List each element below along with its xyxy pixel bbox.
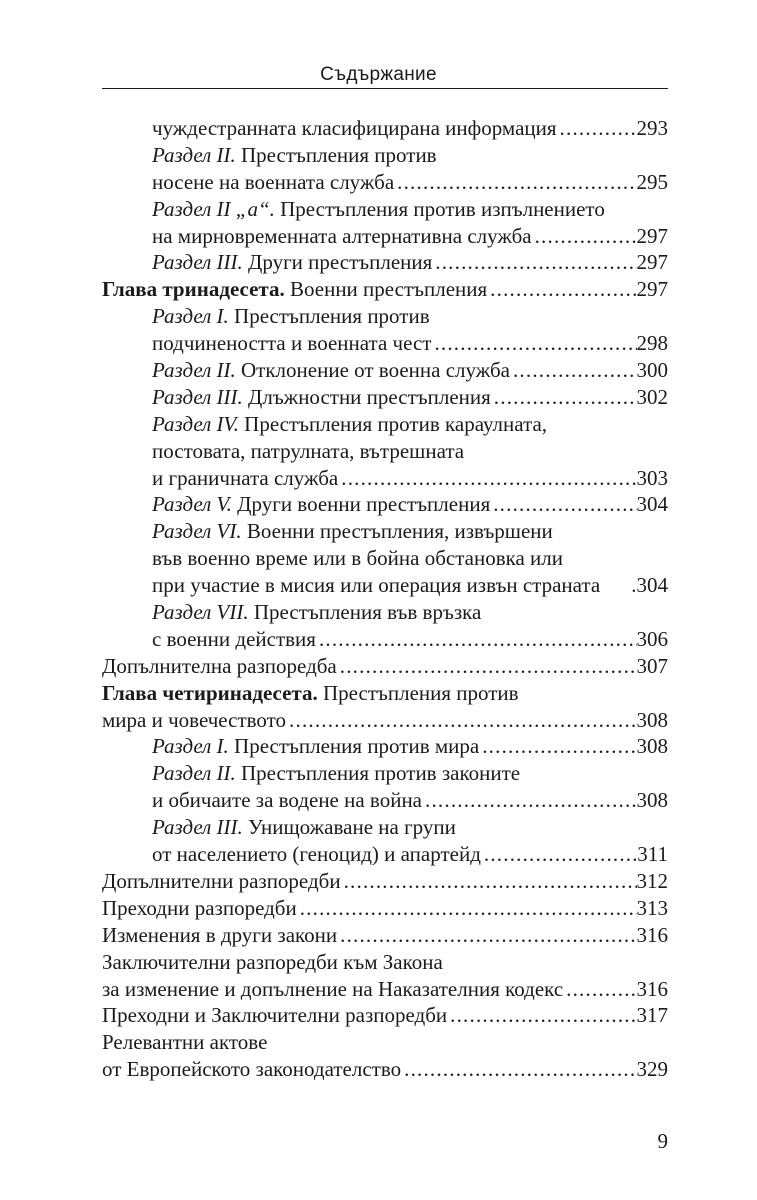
dot-leader xyxy=(510,357,637,384)
toc-entry-text: Допълнителни разпоредби xyxy=(102,868,341,893)
toc-entry-text: Военни престъпления xyxy=(284,277,488,302)
toc-line[interactable] xyxy=(102,276,668,303)
dot-leader xyxy=(432,249,636,276)
section-label: Раздел III. xyxy=(152,384,243,409)
toc-line[interactable] xyxy=(102,357,668,384)
toc-entry-text: Престъпления против мира xyxy=(228,734,480,759)
dot-leader xyxy=(481,841,637,868)
toc-entry-text: Изменения в други закони xyxy=(102,922,338,947)
toc-page-number: 297 xyxy=(636,277,668,302)
toc-line[interactable] xyxy=(102,115,668,142)
dot-leader xyxy=(286,707,636,734)
toc-page-number: 316 xyxy=(636,922,668,947)
toc-line[interactable] xyxy=(102,572,668,599)
dot-leader xyxy=(394,169,636,196)
toc-page-number: 307 xyxy=(636,653,668,678)
toc-line[interactable] xyxy=(102,1002,668,1029)
toc-entry-text: Престъпления против xyxy=(317,680,519,705)
toc-entry-text: Други военни престъпления xyxy=(231,492,491,517)
section-label: Раздел III. xyxy=(152,815,243,840)
toc-entry-text: Заключителни разпоредби към Закона xyxy=(102,949,443,974)
toc-line[interactable] xyxy=(102,760,668,787)
toc-line[interactable] xyxy=(102,976,668,1003)
dot-leader xyxy=(338,465,636,492)
toc-page-number: 308 xyxy=(636,734,668,759)
toc-page-number: 304 xyxy=(636,492,668,517)
toc-line[interactable] xyxy=(102,249,668,276)
toc-entry-text: Преходни и Заключителни разпоредби xyxy=(102,1003,448,1028)
dot-leader xyxy=(491,384,637,411)
toc-line[interactable] xyxy=(102,169,668,196)
toc-line[interactable] xyxy=(102,411,668,438)
dot-leader xyxy=(341,868,637,895)
toc-line[interactable] xyxy=(102,733,668,760)
toc-page-number: 298 xyxy=(636,331,668,356)
toc-page-number: 303 xyxy=(636,465,668,490)
section-label: Раздел V. xyxy=(152,492,232,517)
toc-line[interactable] xyxy=(102,653,668,680)
toc-entry-text: Други престъпления xyxy=(242,250,433,275)
toc-entry-text: Престъпления против караулната, xyxy=(238,411,548,436)
toc-entry-text: Престъпления против xyxy=(228,304,430,329)
section-label: Раздел II. xyxy=(152,142,236,167)
toc-line[interactable] xyxy=(102,1056,668,1083)
toc-page-number: 329 xyxy=(636,1057,668,1082)
toc-entry-text: Престъпления против законите xyxy=(235,761,521,786)
section-label: Раздел II. xyxy=(152,358,236,383)
toc-entry-text: постовата, патрулната, вътрешната xyxy=(152,438,465,463)
toc-entry-text: и обичаите за водене на война xyxy=(152,788,423,813)
toc-page-number: 313 xyxy=(636,895,668,920)
section-label: Раздел IV. xyxy=(152,411,239,436)
toc-line[interactable] xyxy=(102,384,668,411)
toc-line[interactable] xyxy=(102,196,668,223)
toc-line[interactable] xyxy=(102,303,668,330)
toc-entry-text: носене на военната служба xyxy=(152,169,395,194)
dot-leader xyxy=(316,626,637,653)
toc-entry-text: от населението (геноцид) и апартейд xyxy=(152,842,481,867)
toc-page-number: 300 xyxy=(636,358,668,383)
dot-leader xyxy=(490,491,636,518)
section-label: Раздел III. xyxy=(152,250,243,275)
toc-line[interactable] xyxy=(102,787,668,814)
header-rule xyxy=(102,88,668,89)
toc-line[interactable] xyxy=(102,142,668,169)
toc-page-number: 311 xyxy=(637,842,668,867)
toc-entry-text: за изменение и допълнение на Наказателния кодекс xyxy=(102,976,564,1001)
toc-entry-text: при участие в мисия или операция извън страната xyxy=(152,573,601,598)
chapter-label: Глава четиринадесета. xyxy=(102,680,318,705)
dot-leader xyxy=(563,976,636,1003)
dot-leader xyxy=(487,276,636,303)
running-header-title: Съдържание xyxy=(320,64,437,85)
table-of-contents xyxy=(102,115,668,1083)
toc-page-number: .304 xyxy=(631,573,668,598)
toc-line[interactable] xyxy=(102,491,668,518)
section-label: Раздел II. xyxy=(152,761,236,786)
toc-line[interactable] xyxy=(102,707,668,734)
toc-entry-text: Релевантни актове xyxy=(102,1030,268,1055)
section-label: Раздел II „а“. xyxy=(152,196,275,221)
toc-entry-text: във военно време или в бойна обстановка или xyxy=(152,546,564,571)
toc-entry-text: Престъпления във връзка xyxy=(248,600,482,625)
dot-leader xyxy=(422,787,636,814)
dot-leader xyxy=(297,895,637,922)
dot-leader xyxy=(447,1002,636,1029)
dot-leader xyxy=(337,922,636,949)
toc-entry-text: мира и човечеството xyxy=(102,707,287,732)
toc-page-number: 312 xyxy=(636,868,668,893)
section-label: Раздел VII. xyxy=(152,600,249,625)
dot-leader xyxy=(479,733,636,760)
toc-page-number: 308 xyxy=(636,707,668,732)
toc-line[interactable] xyxy=(102,330,668,357)
dot-leader xyxy=(431,330,636,357)
toc-page-number: 316 xyxy=(636,976,668,1001)
dot-leader xyxy=(401,1056,636,1083)
toc-entry-text: Преходни разпоредби xyxy=(102,895,297,920)
toc-page-number: 302 xyxy=(636,384,668,409)
toc-line[interactable] xyxy=(102,465,668,492)
toc-line[interactable] xyxy=(102,680,668,707)
dot-leader xyxy=(532,223,637,250)
toc-line[interactable] xyxy=(102,868,668,895)
toc-entry-text: Унищожаване на групи xyxy=(242,815,456,840)
toc-page-number: 295 xyxy=(636,169,668,194)
toc-entry-text: Престъпления против изпълнението xyxy=(274,196,605,221)
toc-entry-text: на мирновременната алтернативна служба xyxy=(152,223,532,248)
section-label: Раздел I. xyxy=(152,304,229,329)
dot-leader xyxy=(337,653,637,680)
toc-entry-text: Длъжностни престъпления xyxy=(242,384,491,409)
toc-entry-text: Престъпления против xyxy=(235,142,437,167)
toc-line[interactable] xyxy=(102,545,668,572)
toc-line[interactable] xyxy=(102,438,668,465)
toc-entry-text: Допълнителна разпоредба xyxy=(102,653,337,678)
section-label: Раздел VI. xyxy=(152,519,242,544)
toc-line[interactable] xyxy=(102,626,668,653)
toc-entry-text: Военни престъпления, извършени xyxy=(241,519,553,544)
toc-line[interactable] xyxy=(102,949,668,976)
toc-page-number: 297 xyxy=(636,223,668,248)
toc-entry-text: подчинеността и военната чест xyxy=(152,331,432,356)
toc-entry-text: с военни действия xyxy=(152,626,316,651)
toc-line[interactable] xyxy=(102,599,668,626)
toc-entry-text: и граничната служба xyxy=(152,465,339,490)
toc-line[interactable] xyxy=(102,841,668,868)
toc-page-number: 293 xyxy=(636,116,668,140)
toc-entry-text: от Европейското законодателство xyxy=(102,1057,402,1082)
toc-page-number: 306 xyxy=(636,626,668,651)
toc-line[interactable] xyxy=(102,895,668,922)
page-number: 9 xyxy=(657,1129,668,1153)
toc-line[interactable] xyxy=(102,518,668,545)
toc-line[interactable] xyxy=(102,922,668,949)
toc-line[interactable] xyxy=(102,223,668,250)
toc-line[interactable] xyxy=(102,814,668,841)
toc-page-number: 297 xyxy=(636,250,668,275)
toc-line[interactable] xyxy=(102,1029,668,1056)
toc-entry-text: Отклонение от военна служба xyxy=(235,358,510,383)
chapter-label: Глава тринадесета. xyxy=(102,277,285,302)
toc-page-number: 308 xyxy=(636,788,668,813)
dot-leader xyxy=(557,115,637,142)
section-label: Раздел I. xyxy=(152,734,229,759)
toc-entry-text: чуждестранната класифицирана информация xyxy=(152,116,557,140)
toc-page-number: 317 xyxy=(636,1003,668,1028)
